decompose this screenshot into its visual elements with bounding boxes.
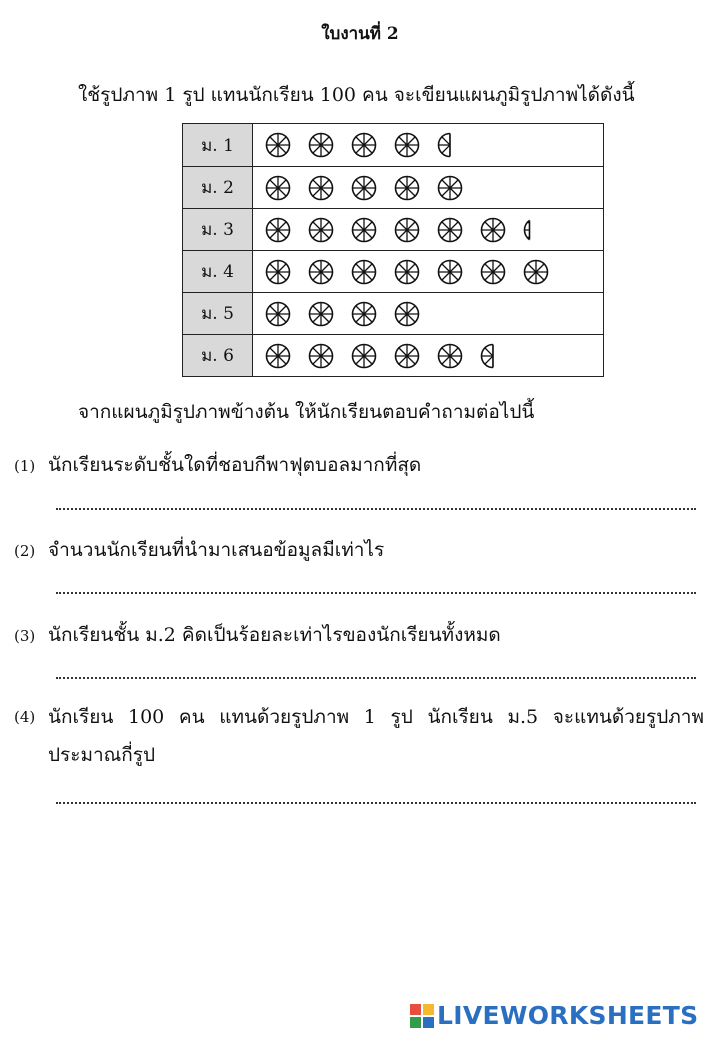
grade-label: ม. 1 bbox=[183, 124, 253, 166]
question-text: จำนวนนักเรียนที่นำมาเสนอข้อมูลมีเท่าไร bbox=[48, 539, 385, 561]
wheel-icon bbox=[437, 217, 463, 243]
pictograph-row bbox=[183, 292, 603, 334]
grade-label: ม. 2 bbox=[183, 167, 253, 208]
icon-cell bbox=[253, 293, 603, 334]
partial-wheel-icon bbox=[523, 217, 532, 243]
grade-label: ม. 6 bbox=[183, 335, 253, 376]
question-2 bbox=[14, 535, 384, 565]
grade-label: ม. 4 bbox=[183, 251, 253, 292]
wheel-icon bbox=[351, 132, 377, 158]
logo-text: LIVEWORKSHEETS bbox=[437, 1001, 699, 1030]
pictograph-row bbox=[183, 334, 603, 376]
question-text: นักเรียนระดับชั้นใดที่ชอบกีพาฟุตบอลมากที่สุด bbox=[48, 454, 422, 476]
lead-text: จากแผนภูมิรูปภาพข้างต้น ให้นักเรียนตอบคำถามต่อไปนี้ bbox=[78, 401, 535, 423]
wheel-icon bbox=[308, 259, 334, 285]
answer-line-3[interactable] bbox=[56, 677, 696, 679]
answer-line-4[interactable] bbox=[56, 802, 696, 804]
wheel-icon bbox=[265, 259, 291, 285]
question-4 bbox=[14, 698, 704, 774]
answer-line-1[interactable] bbox=[56, 508, 696, 510]
wheel-icon bbox=[394, 217, 420, 243]
wheel-icon bbox=[351, 343, 377, 369]
wheel-icon bbox=[351, 175, 377, 201]
wheel-icon bbox=[394, 259, 420, 285]
wheel-icon bbox=[480, 259, 506, 285]
wheel-icon bbox=[265, 217, 291, 243]
icon-cell bbox=[253, 335, 603, 376]
wheel-icon bbox=[351, 217, 377, 243]
wheel-icon bbox=[308, 343, 334, 369]
wheel-icon bbox=[265, 301, 291, 327]
icon-cell bbox=[253, 167, 603, 208]
wheel-icon bbox=[437, 175, 463, 201]
grade-label: ม. 5 bbox=[183, 293, 253, 334]
wheel-icon bbox=[394, 301, 420, 327]
question-text: นักเรียนชั้น ม.2 คิดเป็นร้อยละเท่าไรของนักเรียนทั้งหมด bbox=[48, 624, 501, 646]
wheel-icon bbox=[523, 259, 549, 285]
wheel-icon bbox=[394, 175, 420, 201]
answer-line-2[interactable] bbox=[56, 592, 696, 594]
question-1 bbox=[14, 450, 421, 480]
pictograph-row bbox=[183, 250, 603, 292]
question-number: (3) bbox=[14, 627, 36, 645]
wheel-icon bbox=[308, 217, 334, 243]
worksheet-title: ใบงานที่ 2 bbox=[321, 24, 399, 44]
wheel-icon bbox=[351, 259, 377, 285]
wheel-icon bbox=[437, 259, 463, 285]
question-number: (1) bbox=[14, 457, 36, 475]
intro-text: ใช้รูปภาพ 1 รูป แทนนักเรียน 100 คน จะเขียนแผนภูมิรูปภาพได้ดังนี้ bbox=[78, 84, 635, 106]
liveworksheets-logo bbox=[410, 1001, 698, 1030]
pictograph-row bbox=[183, 124, 603, 166]
wheel-icon bbox=[394, 343, 420, 369]
wheel-icon bbox=[308, 175, 334, 201]
question-text: นักเรียน 100 คน แทนด้วยรูปภาพ 1 รูป นักเรียน ม.5 จะแทนด้วยรูปภาพประมาณกี่รูป bbox=[48, 706, 704, 766]
partial-wheel-icon bbox=[480, 343, 495, 369]
wheel-icon bbox=[308, 301, 334, 327]
wheel-icon bbox=[437, 343, 463, 369]
wheel-icon bbox=[351, 301, 377, 327]
liveworksheets-logo-icon bbox=[410, 1004, 434, 1028]
wheel-icon bbox=[394, 132, 420, 158]
question-3 bbox=[14, 620, 501, 650]
icon-cell bbox=[253, 209, 603, 250]
pictograph-table bbox=[182, 123, 604, 377]
partial-wheel-icon bbox=[437, 132, 452, 158]
question-number: (2) bbox=[14, 542, 36, 560]
pictograph-row bbox=[183, 166, 603, 208]
wheel-icon bbox=[480, 217, 506, 243]
grade-label: ม. 3 bbox=[183, 209, 253, 250]
wheel-icon bbox=[265, 175, 291, 201]
pictograph-row bbox=[183, 208, 603, 250]
icon-cell bbox=[253, 251, 603, 292]
wheel-icon bbox=[265, 343, 291, 369]
wheel-icon bbox=[265, 132, 291, 158]
question-number: (4) bbox=[14, 708, 36, 726]
icon-cell bbox=[253, 124, 603, 166]
wheel-icon bbox=[308, 132, 334, 158]
